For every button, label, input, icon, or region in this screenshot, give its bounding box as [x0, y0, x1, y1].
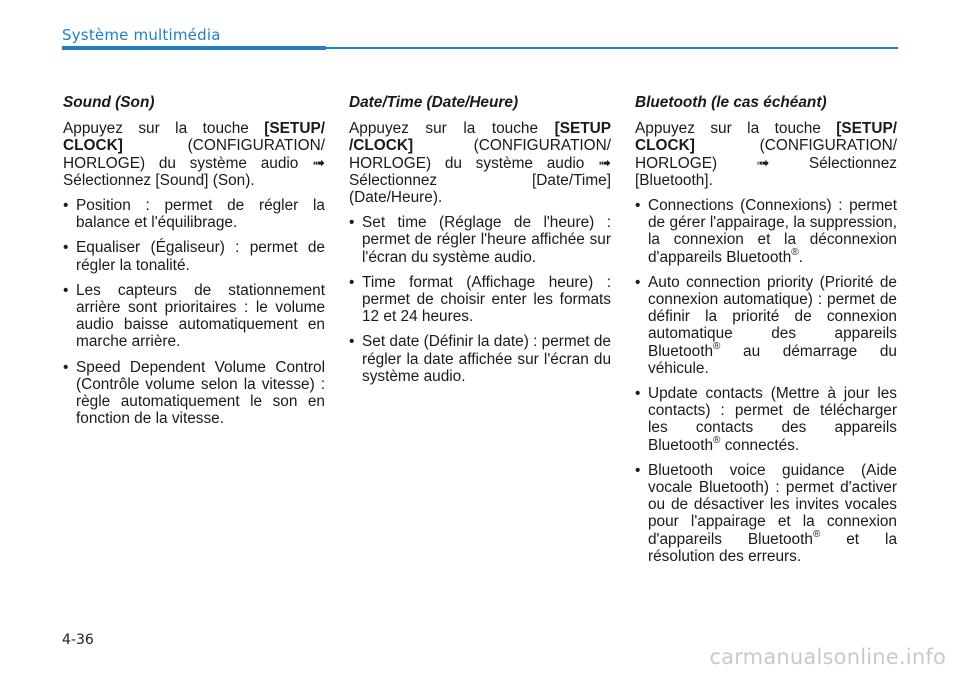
intro-text: (CONFIGURATION/ HORLOGE) du système audio ➟ Sélectionnez [Sound] (Son). — [63, 137, 325, 189]
bullet-icon: • — [349, 333, 355, 351]
section-title: Système multimédia — [62, 26, 221, 44]
list-item — [349, 274, 611, 326]
column-bluetooth — [635, 94, 897, 573]
bullet-list-date-time — [349, 214, 611, 385]
list-item — [63, 359, 325, 428]
registered-mark: ® — [812, 528, 821, 540]
bullet-icon: • — [349, 273, 355, 291]
bullet-icon: • — [635, 461, 641, 479]
bullet-icon: • — [635, 273, 641, 291]
list-item-text: Les capteurs de stationnement arrière sont prioritaires : le volume audio baisse automatiquement en marche arrière. — [76, 281, 325, 351]
list-item-text: . — [798, 248, 803, 266]
registered-mark: ® — [713, 434, 721, 446]
bullet-icon: • — [63, 358, 69, 376]
list-item-text: au démarrage du véhicule. — [648, 342, 897, 377]
intro-text: (CONFIGURATION/ HORLOGE) du système audio ➟ Sélectionnez [Date/Time] (Date/Heure). — [349, 137, 611, 207]
bullet-icon: • — [635, 385, 641, 403]
intro-bluetooth — [635, 120, 897, 189]
intro-key: [SETUP /CLOCK] — [349, 120, 611, 155]
header-rule-thin — [326, 47, 898, 49]
list-item — [63, 282, 325, 351]
intro-text: (CONFIGURATION/ HORLOGE) ➟ Sélectionnez [Bluetooth]. — [635, 137, 897, 189]
list-item-text: Position : permet de régler la balance et l'équilibrage. — [76, 197, 325, 232]
intro-sound — [63, 120, 325, 189]
bullet-list-bluetooth — [635, 197, 897, 565]
list-item — [635, 197, 897, 266]
bullet-icon: • — [63, 281, 69, 299]
list-item-text: Set date (Définir la date) : permet de régler la date affichée sur l'écran du système audio. — [362, 333, 611, 385]
heading-bluetooth: Bluetooth (le cas échéant) — [635, 94, 827, 111]
list-item-text: Time format (Affichage heure) : permet de choisir enter les formats 12 et 24 heures. — [362, 273, 611, 326]
intro-key: [SETUP/ CLOCK] — [635, 120, 897, 155]
list-item-text: et la résolution des erreurs. — [648, 530, 898, 565]
list-item-text: Bluetooth voice guidance (Aide vocale Bluetooth) : permet d'activer ou de désactiver les invites vocales pour l'appairage et la connexion d'appareils Bluetooth — [648, 461, 897, 548]
list-item — [63, 197, 325, 231]
intro-text: Appuyez sur la touche — [349, 120, 555, 138]
list-item-text: Speed Dependent Volume Control (Contrôle volume selon la vitesse) : règle automatiquement le son en fonction de la vitesse. — [76, 358, 325, 428]
list-item-text: Connections (Connexions) : permet de gérer l'appairage, la suppression, la connexion et la déconnexion d'appareils Bluetooth — [648, 197, 897, 266]
list-item-text: Set time (Réglage de l'heure) : permet de régler l'heure affichée sur l'écran du système audio. — [362, 214, 611, 266]
intro-date-time — [349, 120, 611, 206]
bullet-icon: • — [63, 239, 69, 257]
bullet-icon: • — [63, 197, 69, 215]
list-item — [349, 214, 611, 266]
bullet-list-sound — [63, 197, 325, 427]
column-sound — [63, 94, 325, 435]
list-item — [635, 385, 897, 454]
watermark: carmanualsonline.info — [709, 645, 946, 669]
registered-mark: ® — [713, 340, 721, 352]
list-item — [635, 274, 897, 377]
intro-text: Appuyez sur la touche — [63, 120, 265, 138]
bullet-icon: • — [349, 214, 355, 232]
list-item — [635, 462, 897, 565]
registered-mark: ® — [791, 246, 799, 258]
intro-key: [SETUP/ CLOCK] — [63, 120, 325, 155]
page-number: 4-36 — [62, 632, 94, 648]
heading-date-time: Date/Time (Date/Heure) — [349, 94, 519, 111]
list-item-text: Update contacts (Mettre à jour les contacts) : permet de télécharger les contacts des appareils Bluetooth — [648, 385, 897, 454]
heading-sound: Sound (Son) — [63, 94, 155, 111]
list-item — [349, 333, 611, 385]
column-date-time — [349, 94, 611, 393]
list-item — [63, 239, 325, 273]
header-rule-thick — [62, 46, 326, 50]
list-item-text: connectés. — [720, 436, 800, 454]
list-item-text: Equaliser (Égaliseur) : permet de régler la tonalité. — [76, 239, 325, 274]
list-item-text: Auto connection priority (Priorité de connexion automatique) : permet de définir la priorité de connexion automatique des appareils Bluetooth — [648, 273, 897, 360]
intro-text: Appuyez sur la touche — [635, 120, 837, 138]
bullet-icon: • — [635, 197, 641, 215]
